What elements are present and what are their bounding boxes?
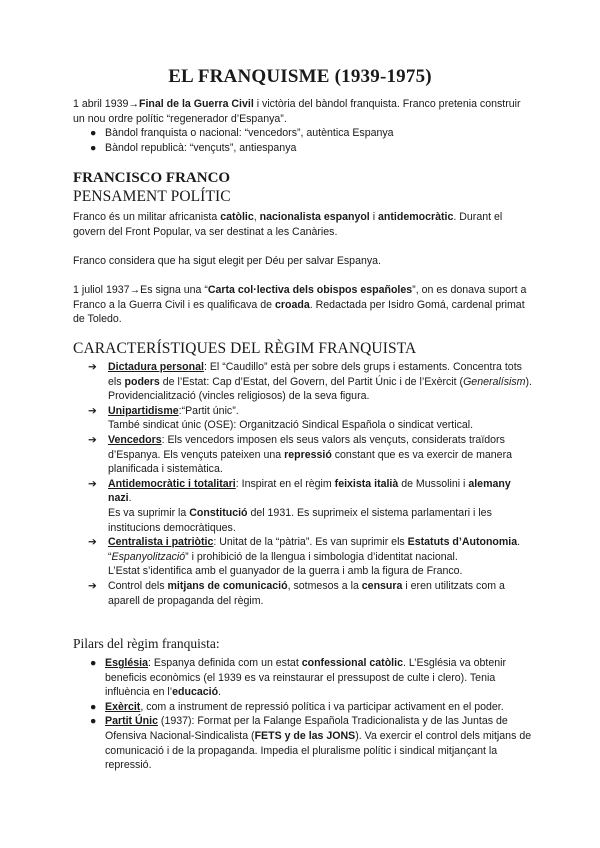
pensament-paragraph-3: 1 juliol 1937→Es signa una “Carta col·lectiva dels obispos españoles”, on es donava suport a Franco a la Guerra Civil i es qualificava de croada. Redactada per Isidro Gomá, cardenal primat de Toledo. (73, 284, 527, 326)
list-item: ➔ Centralista i patriòtic: Unitat de la “pàtria”. Es van suprimir els Estatuts d’Autonomia. “Espanyolització” i prohibició de la llengua i simbologia d’identitat nacional. L’Estat s’identifica amb el guanyador de la guerra i amb la figura de Franco. (88, 536, 521, 578)
pensament-paragraph-2: Franco considera que ha sigut elegit per Déu per salvar Espanya. (73, 255, 381, 267)
bullet-icon: ● (90, 657, 97, 669)
list-item: ➔ Unipartidisme:“Partit únic”. També sindicat únic (OSE): Organització Sindical Española o sindicat vertical. (88, 404, 474, 432)
document-title: EL FRANQUISME (1939-1975) (168, 66, 432, 87)
intro-date: 1 abril 1939→ (73, 98, 139, 110)
list-item: ● Església: Espanya definida com un estat confessional catòlic. L’Església va obtenir beneficis econòmics (el 1939 es va reinstaurar el pressupost de culte i clero). Tenia influència en l’educació. (90, 657, 507, 699)
arrow-icon: ➔ (88, 477, 97, 490)
arrow-icon: ➔ (88, 433, 97, 446)
list-item: ➔ Dictadura personal: El “Caudillo” està per sobre dels grups i estaments. Concentra tots els poders de l’Estat: Cap d’Estat, del Govern, del Partit Únic i de l’Exèrcit (Generalísism). Providencialització (vincles religiosos) de la seva figura. (88, 361, 532, 403)
arrow-icon: ➔ (88, 536, 97, 549)
bullet-icon: ● (90, 700, 97, 713)
list-item-text: Bàndol republicà: “vençuts”, antiespanya (105, 141, 297, 154)
list-item: ➔ Antidemocràtic i totalitari: Inspirat en el règim feixista italià de Mussolini i alemany nazi. Es va suprimir la Constitució del 1931. Es suprimeix el sistema parlamentari i les institucions democràtiques. (88, 477, 511, 534)
pensament-paragraph-1: Franco és un militar africanista catòlic, nacionalista espanyol i antidemocràtic. Durant el govern del Front Popular, va ser destinat a les Canàries. (73, 211, 503, 238)
intro-text: i victòria del bàndol franquista. Franco pretenia construir un nou ordre polític “regenerador d’Espanya”. (73, 98, 521, 125)
caracteristiques-list (88, 360, 534, 608)
arrow-icon: ➔ (88, 404, 97, 417)
list-item (73, 141, 533, 156)
franco-heading: FRANCISCO FRANCO (73, 170, 231, 186)
list-item: ● Partit Únic (1937): Format per la Falange Española Tradicionalista y de las Juntas de Ofensiva Nacional-Sindicalista (FETS y de las JONS). Va exercir el control dels mitjans de comunicació i de la propaganda. Impedia el pluralisme polític i sindical mitjançant la repressió. (90, 715, 532, 772)
bullet-icon: ● (90, 141, 97, 154)
pensament-heading: PENSAMENT POLÍTIC (73, 188, 231, 205)
intro-paragraph (73, 97, 533, 126)
list-item: ● Exèrcit, com a instrument de repressió política i va participar activament en el poder. (90, 700, 504, 713)
bullet-icon: ● (90, 127, 97, 140)
arrow-icon: ➔ (88, 579, 97, 592)
list-item (73, 126, 533, 141)
pensament-section-3 (73, 283, 533, 327)
list-item-text: Bàndol franquista o nacional: “vencedors”, autèntica Espanya (105, 127, 394, 140)
pilars-heading: Pilars del règim franquista: (73, 636, 220, 651)
intro-list (73, 126, 533, 155)
list-item: ➔ Control dels mitjans de comunicació, sotmesos a la censura i eren utilitzats com a aparell de propaganda del règim. (88, 579, 505, 607)
pensament-section (73, 210, 533, 239)
bullet-icon: ● (90, 715, 97, 728)
intro-bold: Final de la Guerra Civil (138, 98, 254, 110)
arrow-icon: ➔ (88, 361, 97, 373)
pilars-section (73, 656, 533, 773)
pilars-list (73, 656, 533, 773)
caracteristiques-heading: CARACTERÍSTIQUES DEL RÈGIM FRANQUISTA (73, 340, 417, 357)
list-item: ➔ Vencedors: Els vencedors imposen els seus valors als vençuts, considerats traïdors d’Espanya. Els vençuts pateixen una repressió constant que es va exercir de manera planificada i sistemàtica. (88, 433, 512, 476)
intro-section (73, 97, 533, 155)
